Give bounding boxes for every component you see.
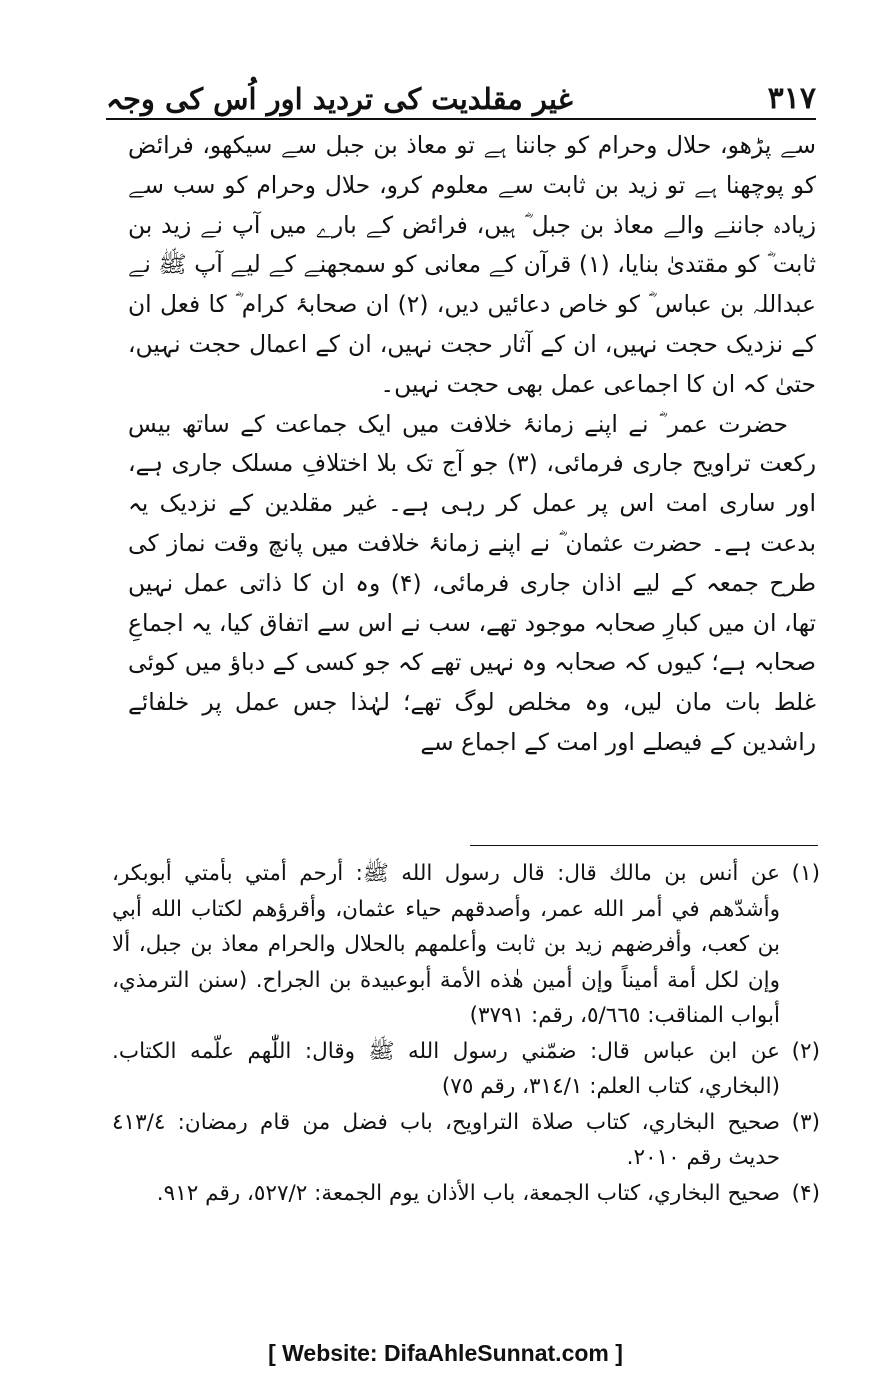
footnote-divider <box>470 845 818 846</box>
footnote-text: صحيح البخاري، كتاب الجمعة، باب الأذان يوم الجمعة: ٥٢٧/٢، رقم ٩١٢. <box>156 1180 780 1206</box>
footnote-marker: (۱) <box>791 861 820 886</box>
footnote-text: عن ابن عباس قال: ضمّني رسول الله ﷺ وقال: اللّٰهم علّمه الكتاب. (البخاري، كتاب العلم: ٣١٤/١، رقم ٧٥) <box>112 1038 780 1099</box>
footnote-2 <box>112 1034 820 1105</box>
footnote-text: صحيح البخاري، كتاب صلاة التراويح، باب فضل من قام رمضان: ٤١٣/٤ حديث رقم ٢٠١٠. <box>112 1109 780 1170</box>
header-divider <box>106 118 816 120</box>
website-footer: [ Website: DifaAhleSunnat.com ] <box>268 1340 623 1366</box>
footnote-marker: (۲) <box>791 1038 820 1064</box>
footnote-3 <box>112 1105 820 1176</box>
page-number: ۳۱۷ <box>767 81 816 116</box>
body-paragraph-2: حضرت عمر ؓ نے اپنے زمانۂ خلافت میں ایک جماعت کے ساتھ بیس رکعت تراویح جاری فرمائی، (۳) جو آج تک بلا اختلافِ مسلک جاری ہے، اور ساری امت اس پر عمل کر رہی ہے۔ غیر مقلدین کے نزدیک یہ بدعت ہے۔ حضرت عثمان ؓ نے اپنے زمانۂ خلافت میں پانچ وقت نماز کی طرح جمعہ کے لیے اذان جاری فرمائی، (۴) وہ ان کا ذاتی عمل نہیں تھا، ان میں کبارِ صحابہ موجود تھے، سب نے اس سے اتفاق کیا، یہ اجماعِ صحابہ ہے؛ کیوں کہ صحابہ وہ نہیں تھے کہ جو کسی کے دباؤ میں کوئی غلط بات مان لیں، وہ مخلص لوگ تھے؛ لہٰذا جس عمل پر خلفائے راشدین کے فیصلے اور امت کے اجماع سے <box>128 409 816 756</box>
running-title: غیر مقلدیت کی تردید اور اُس کی وجہ <box>106 82 573 116</box>
footnote-1 <box>112 856 820 1034</box>
footnote-4 <box>112 1176 820 1212</box>
footnote-marker: (۳) <box>791 1109 820 1135</box>
body-paragraph-1: سے پڑھو، حلال وحرام کو جاننا ہے تو معاذ بن جبل سے سیکھو، فرائض کو پوچھنا ہے تو زید بن ثابت سے معلوم کرو، حلال وحرام کو سب سے زیادہ جاننے والے معاذ بن جبل ؓ ہیں، فرائض کے بارے میں آپ نے زید بن ثابت ؓ کو مقتدیٰ بنایا، (۱) قرآن کے معانی کو سمجھنے کے لیے آپ ﷺ نے عبداللہ بن عباس ؓ کو خاص دعائیں دیں، (۲) ان صحابۂ کرام ؓ کا فعل ان کے نزدیک حجت نہیں، ان کے آثار حجت نہیں، ان کے اعمال حجت نہیں، حتیٰ کہ ان کا اجماعی عمل بھی حجت نہیں۔ <box>128 131 816 398</box>
page-header <box>106 72 816 116</box>
main-text <box>128 126 816 763</box>
footnote-text: عن أنس بن مالك قال: قال رسول الله ﷺ: أرحم أمتي بأمتي أبوبكر، وأشدّهم في أمر الله عمر، وأصدقهم حياء عثمان، وأقرؤهم لكتاب الله أبي بن كعب، وأفرضهم زيد بن ثابت وأعلمهم بالحلال والحرام معاذ بن جبل، ألا وإن لكل أمة أميناً وإن أمين هٰذه الأمة أبوعبيدة بن الجراح. (سنن الترمذي، أبواب المناقب: ٥/٦٦٥، رقم: ٣٧٩١) <box>112 861 780 1028</box>
footnote-marker: (۴) <box>791 1180 820 1206</box>
footnotes-section <box>112 856 820 1211</box>
